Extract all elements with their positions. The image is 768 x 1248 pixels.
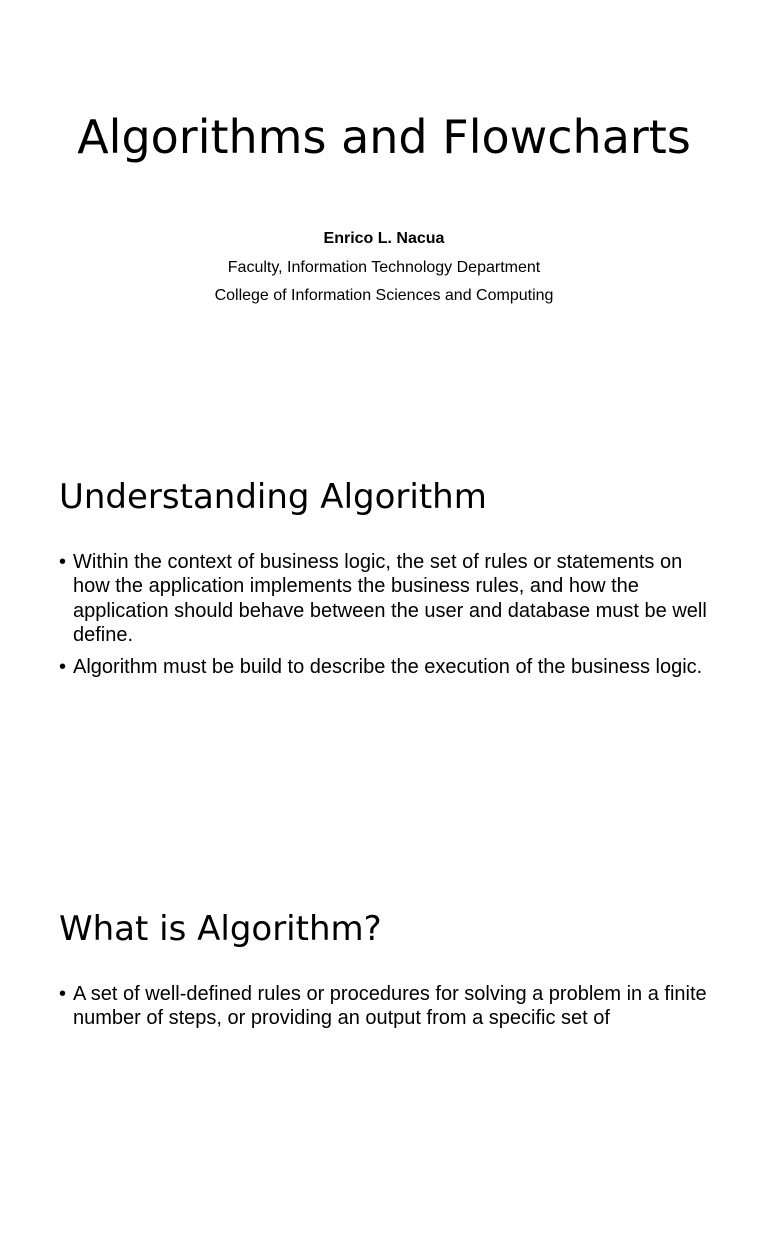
title-slide [0, 0, 768, 384]
bullet-icon: • [59, 551, 67, 573]
author-name: Enrico L. Nacua [323, 230, 445, 247]
bullet-text: Within the context of business logic, the set of rules or statements on how the application implements the business rules, and how the application should behave between the user and database must be well define. [73, 551, 707, 646]
bullet-icon: • [59, 656, 67, 679]
slide-heading: Understanding Algorithm [59, 477, 487, 517]
bullet-icon: • [59, 983, 67, 1005]
bullet-item [59, 550, 715, 647]
what-is-algorithm-slide [0, 864, 768, 1248]
slide-heading: What is Algorithm? [59, 909, 382, 949]
bullet-text: A set of well-defined rules or procedures for solving a problem in a finite number of steps, or providing an output from a specific set of [73, 983, 707, 1030]
bullet-text: Algorithm must be build to describe the execution of the business logic. [73, 656, 703, 679]
understanding-algorithm-slide [0, 432, 768, 816]
bullet-list [59, 982, 715, 1039]
bullet-item [59, 655, 715, 679]
presentation-title: Algorithms and Flowcharts [77, 110, 691, 164]
bullet-item [59, 982, 715, 1031]
affiliation-college: College of Information Sciences and Computing [214, 287, 554, 304]
affiliation-department: Faculty, Information Technology Department [227, 259, 541, 276]
bullet-list [59, 550, 715, 687]
